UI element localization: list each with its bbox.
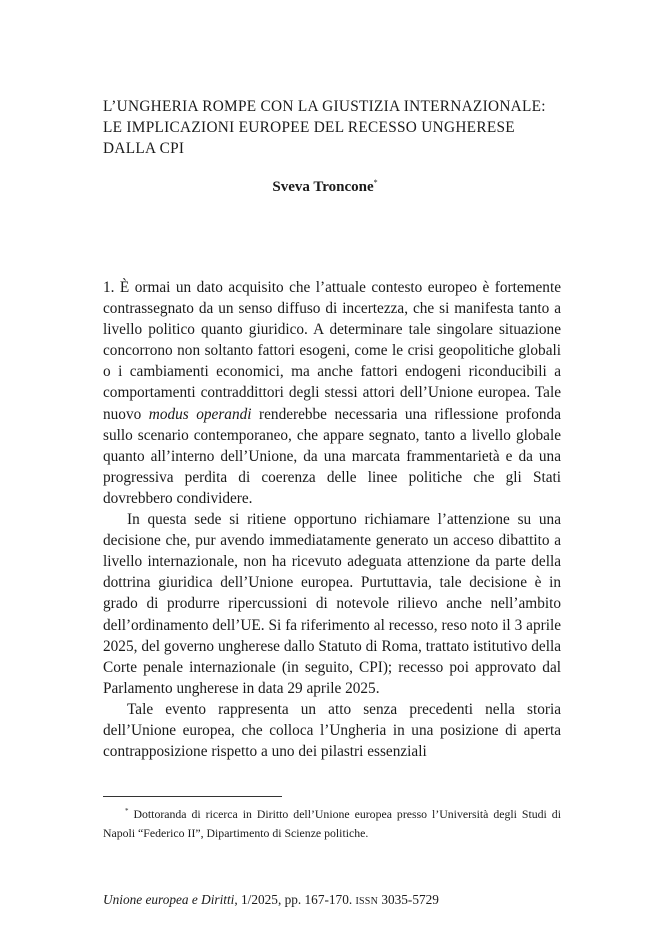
journal-citation: [103, 891, 561, 911]
journal-details: , 1/2025, pp. 167-170.: [234, 892, 356, 907]
author-name: [0, 179, 650, 196]
article-body: [103, 277, 561, 762]
paragraph-1-text-after: renderebbe necessaria una riflessione profonda sullo scenario contemporaneo, che appare segnato, tanto a livello globale quanto all’interno dell’Unione, da una marcata frammentarietà e da una progressiva perdita di coerenza delle linee politiche che gli Stati dovrebbero condividere.: [103, 405, 561, 507]
issn-number: 3035-5729: [378, 892, 439, 907]
issn-label: ISSN: [355, 896, 378, 907]
paragraph-1-text-before: 1. È ormai un dato acquisito che l’attuale contesto europeo è fortemente contrassegnato da un senso diffuso di incertezza, che si manifesta tanto a livello politico quanto giuridico. A determinare tale singolare situazione concorrono non soltanto fattori esogeni, come le crisi geopolitiche globali o i cambiamenti economici, ma anche fattori endogeni riconducibili a comportamenti contraddittori degli stessi attori dell’Unione europea. Tale nuovo: [103, 279, 561, 423]
author-footnote-mark: *: [373, 178, 378, 187]
paragraph-3: Tale evento rappresenta un atto senza precedenti nella storia dell’Unione europea, che colloca l’Ungheria in una posizione di aperta contrapposizione rispetto a uno dei pilastri essenziali: [103, 700, 561, 761]
footnote: [103, 805, 561, 842]
article-title: L’UNGHERIA ROMPE CON LA GIUSTIZIA INTERNAZIONALE: LE IMPLICAZIONI EUROPEE DEL RECESSO UNGHERESE DALLA CPI: [103, 98, 546, 157]
paragraph-2: In questa sede si ritiene opportuno richiamare l’attenzione su una decisione che, pur avendo immediatamente generato un acceso dibattito a livello internazionale, non ha ricevuto adeguata attenzione da parte della dottrina giuridica dell’Unione europea. Purtuttavia, tale decisione è in grado di produrre ripercussioni di notevole rilievo anche nell’ambito dell’ordinamento dell’UE. Si fa riferimento al recesso, reso noto il 3 aprile 2025, del governo ungherese dallo Statuto di Roma, trattato istitutivo della Corte penale internazionale (in seguito, CPI); recesso poi approvato dal Parlamento ungherese in data 29 aprile 2025.: [103, 511, 561, 697]
footnote-divider: [103, 796, 282, 797]
footnote-mark: *: [125, 807, 129, 816]
paragraph-1-emphasis: modus operandi: [148, 405, 252, 423]
journal-name: Unione europea e Diritti: [103, 892, 235, 907]
author-name-text: Sveva Troncone: [272, 179, 374, 195]
footnote-text: Dottoranda di ricerca in Diritto dell’Unione europea presso l’Università degli Studi di Napoli “Federico II”, Dipartimento di Scienze politiche.: [103, 807, 561, 840]
paragraph-1: [103, 277, 561, 509]
